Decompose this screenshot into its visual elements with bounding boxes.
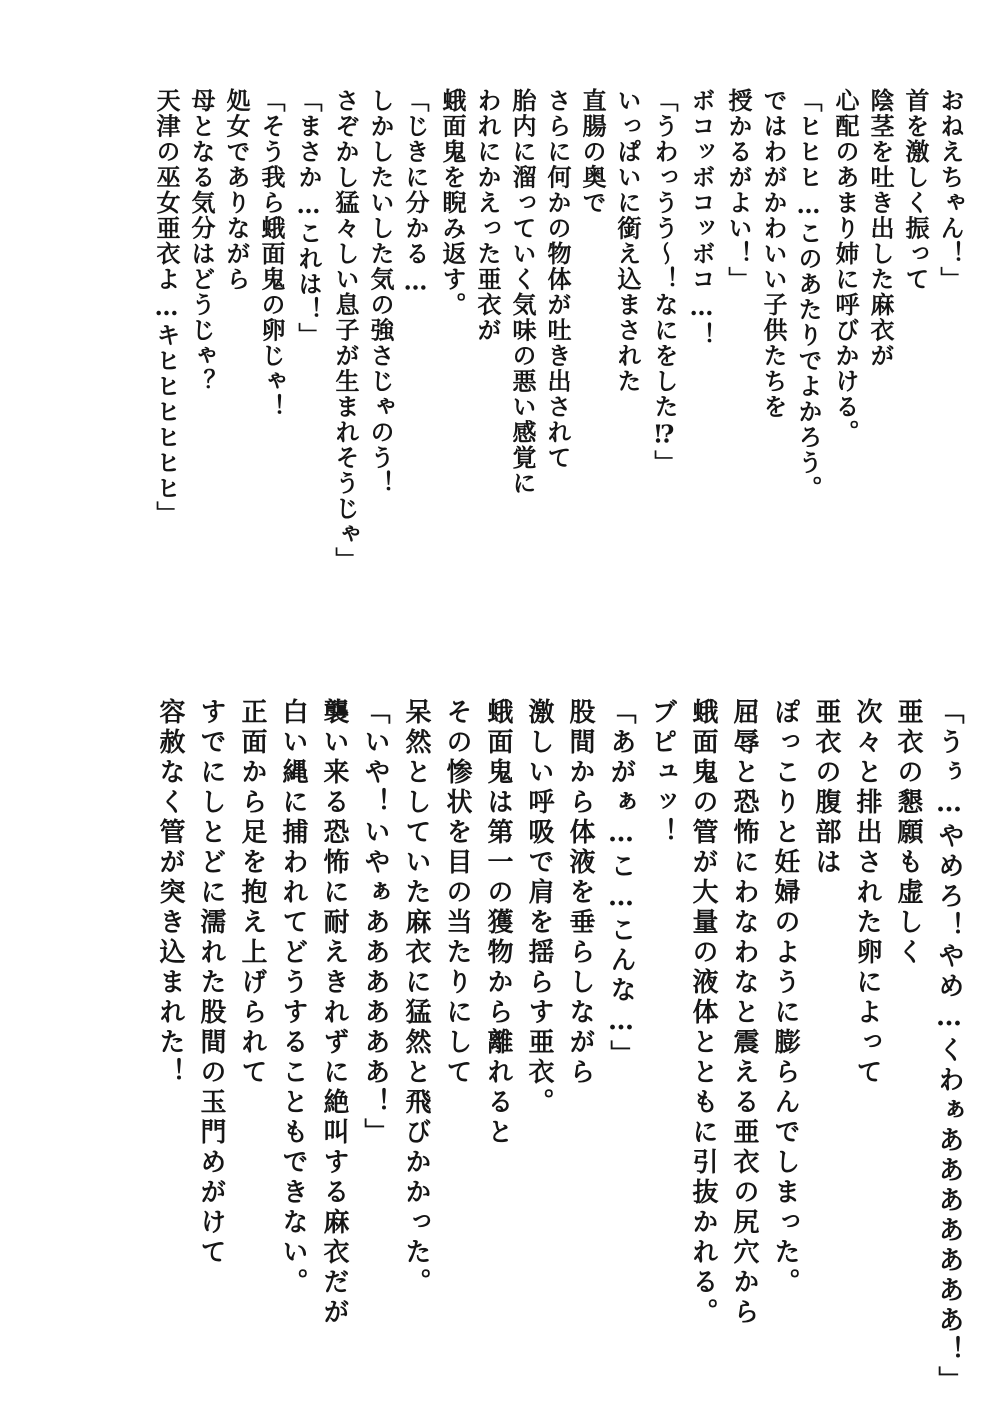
paragraph [936,698,962,1396]
text-line: 授かるがよい！」 [724,88,753,292]
paragraph [724,88,823,573]
text-line: 直腸の奥で [578,88,607,216]
text-line: ボコッボコッボコ…！ [687,88,716,348]
text-line: 呆然としていた麻衣に猛然と飛びかかった。 [401,698,431,1298]
top-text-block [141,88,965,573]
paragraph [294,88,323,573]
paragraph [403,698,593,1396]
paragraph [331,88,430,573]
text-line: すでにしとどに濡れた股間の玉門めがけて [196,698,226,1268]
paragraph [157,698,347,1396]
text-line: ブピュッ！ [647,698,677,848]
text-line: 心配のあまり姉に呼びかける。 [831,88,860,445]
text-line: 「じきに分かる… [401,88,430,297]
text-line: 「いや！いやぁああああああ！」 [360,698,390,1148]
paragraph [152,88,286,573]
text-line: われにかえった亜衣が [473,88,502,343]
text-line: 母となる気分はどうじゃ？ [187,88,216,394]
text-line: 「まさか…これは！」 [294,88,323,348]
paragraph [650,88,679,573]
paragraph [687,88,716,573]
text-line: 亜衣の懇願も虚しく [893,698,923,968]
text-line: 屈辱と恐怖にわなわなと震える亜衣の尻穴から [729,698,759,1328]
text-line: 正面から足を抱え上げられて [237,698,267,1088]
bottom-text-block [142,698,962,1396]
text-line: 胎内に溜っていく気味の悪い感覚に [508,88,537,496]
text-line: 襲い来る恐怖に耐えきれずに絶叫する麻衣だが [319,698,349,1328]
text-line: おねえちゃん！」 [936,88,965,292]
text-line: 「うぅ…やめろ！やめ…くわぁあああああああ！」 [934,698,964,1396]
paragraph [362,698,388,1396]
text-line: その惨状を目の当たりにして [442,698,472,1088]
text-line: 蛾面鬼の管が大量の液体とともに引抜かれる。 [688,698,718,1328]
text-line: ぽっこりと妊婦のように膨らんでしまった。 [770,698,800,1298]
text-line: 「うわっうう～！なにをした⁉」 [650,88,679,476]
text-line: さぞかし猛々しい息子が生まれそうじゃ」 [331,88,360,573]
text-line: 容赦なく管が突き込まれた！ [155,698,185,1088]
text-line: 次々と排出された卵によって [852,698,882,1088]
text-line: 白い縄に捕われてどうすることもできない。 [278,698,308,1298]
text-line: 首を激しく振って [901,88,930,292]
text-line: 股間から体液を垂らしながら [565,698,595,1088]
text-line: しかしたいした気の強さじゃのう！ [366,88,395,496]
text-line: 陰茎を吐き出した麻衣が [866,88,895,369]
text-line: 蛾面鬼を睨み返す。 [438,88,467,318]
text-line: ではわがかわいい子供たちを [759,88,788,420]
text-line: 「あがぁ…こ…こんな…」 [606,698,636,1070]
paragraph [438,88,642,573]
text-line: 蛾面鬼は第一の獲物から離れると [483,698,513,1148]
paragraph [690,698,921,1396]
paragraph [831,88,965,573]
text-line: さらに何かの物体が吐き出されて [543,88,572,471]
paragraph [649,698,675,1396]
text-line: 処女でありながら [222,88,251,292]
text-line: 激しい呼吸で肩を揺らす亜衣。 [524,698,554,1118]
text-line: 「ヒヒヒ…このあたりでよかろう。 [794,88,823,501]
text-line: いっぱいに銜え込まされた [613,88,642,394]
text-line: 天津の巫女亜衣よ…キヒヒヒヒヒヒ」 [152,88,181,527]
paragraph [608,698,634,1396]
text-line: 「そう我ら蛾面鬼の卵じゃ！ [257,88,286,420]
text-line: 亜衣の腹部は [811,698,841,878]
